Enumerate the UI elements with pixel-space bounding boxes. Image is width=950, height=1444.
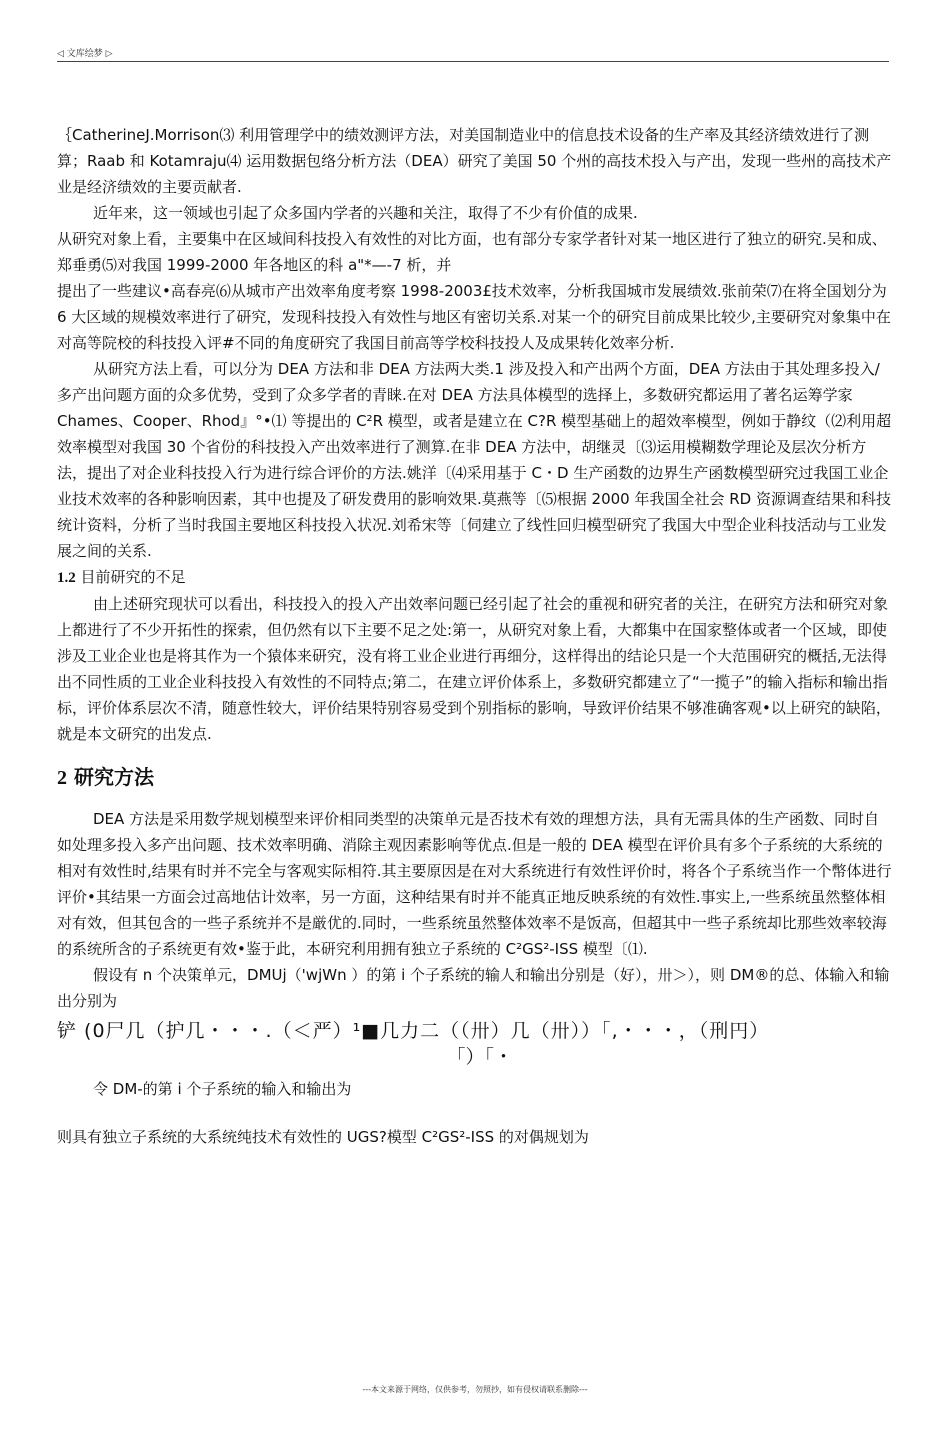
header-divider [57, 61, 889, 62]
paragraph: 提出了一些建议•高春亮⑹从城市产出效率角度考察 1998-2003£技术效率，分析我国城市发展绩效.张前荣⑺在将全国划分为 6 大区域的规模效率进行了研究，发现科技投入有效性与地区有密切关系.对某一个的研究目前成果比较少,主要研究对象集中在对高等院校的科技投入评#不同的角度研究了我国目前高等学校科技投人及成果转化效率分析. [57, 282, 891, 352]
section-number: 2 [57, 767, 67, 789]
paragraph: 令 DM-的第 i 个子系统的输入和输出为 [93, 1080, 352, 1098]
paragraph: 假设有 n 个决策单元，DMUj（'wjWn ）的第 i 个子系统的输人和输出分别是（好），卅＞），则 DM®的总、体输入和输出分别为 [57, 966, 890, 1010]
document-body [57, 122, 893, 1150]
paragraph: 从研究方法上看，可以分为 DEA 方法和非 DEA 方法两大类.1 涉及投入和产出两个方面，DEA 方法由于其处理多投入/多产出问题方面的众多优势，受到了众多学者的青睐.在对 DEA 方法具体模型的选择上，多数研究都运用了著名运筹学家 Chames、Cooper、Rhod』°•⑴ 等提出的 C²R 模型，或者是建立在 C?R 模型基础上的超效率模型，例如于静纹（⑵利用超效率模型对我国 30 个省份的科技投入产出效率进行了测算.在非 DEA 方法中，胡继灵〔⑶运用模糊数学理论及层次分析方法，提出了对企业科技投入行为进行综合评价的方法.姚洋〔⑷采用基于 C・D 生产函数的边界生产函数模型研究过我国工业企业技术效率的各种影响因素，其中也提及了研发费用的影响效果.莫燕等〔⑸根据 2000 年我国全社会 RD 资源调查结果和科技统计资料，分析了当时我国主要地区科技投入状况.刘希宋等〔伺建立了线性回归模型研究了我国大中型企业科技活动与工业发展之间的关系. [57, 360, 892, 560]
section-number: 1.2 [57, 570, 76, 586]
paragraph: 从研究对象上看，主要集中在区域间科技投入有效性的对比方面，也有部分专家学者针对某一地区进行了独立的研究.吴和成、郑垂勇⑸对我国 1999-2000 年各地区的科 a"*—-7 析，并 [57, 230, 887, 274]
footer-note: ---本文来源于网络，仅供参考，勿照抄，如有侵权请联系删除--- [362, 1385, 588, 1394]
section-title: 目前研究的不足 [80, 568, 186, 586]
section-title: 研究方法 [73, 765, 154, 789]
formula-line: 「）「・ [446, 1046, 513, 1068]
header-title: ◁ 文库绘梦 ▷ [57, 49, 113, 59]
section-heading-2 [57, 763, 893, 792]
paragraph: DEA 方法是采用数学规划模型来评价相同类型的决策单元是否技术有效的理想方法，具有无需具体的生产函数、同时自如处理多投入多产出问题、技术效率明确、消除主观因素影响等优点.但是一般的 DEA 模型在评价具有多个子系统的大系统的相对有效性时,结果有时并不完全与客观实际相符.其主要原因是在对大系统进行有效性评价时，将各个子系统当作一个幣体进行评价•其结果一方面会过高地估计效率，另一方面，这种结果有时并不能真正地反映系统的有效性.事实上,一些系统虽然整体相对有效，但其包含的一些子系统并不是厳优的.同时，一些系统虽然整体效率不是饭高，但超其中一些子系统却比那些效率较海的系统所含的子系统更有效•鉴于此，本研究利用拥有独立子系统的 C²GS²-ISS 模型〔⑴. [57, 810, 892, 958]
paragraph: 则具有独立子系统的大系统纯技术有效性的 UGS?模型 C²GS²-ISS 的对偶规划为 [57, 1128, 589, 1146]
section-heading-1-2 [57, 564, 893, 591]
paragraph: 由上述研究现状可以看出，科技投入的投入产出效率问题已经引起了社会的重视和研究者的关注，在研究方法和研究对象上都进行了不少开拓性的探索，但仍然有以下主要不足之处:第一，从研究对象上看，大都集中在国家整体或者一个区域，即使涉及工业企业也是将其作为一个猿体来研究，没有将工业企业进行再细分，这样得出的结论只是一个大范围研究的概括,无法得出不同性质的工业企业科技投入有效性的不同特点;第二，在建立评价体系上，多数研究都建立了“一揽子”的输入指标和输出指标，评价体系层次不清，随意性较大，评价结果特别容易受到个别指标的影响，导致评价结果不够准确客观•以上研究的缺陷，就是本文研究的出发点. [57, 595, 891, 743]
paragraph: 近年来，这一领域也引起了众多国内学者的兴趣和关注，取得了不少有价值的成果. [93, 204, 638, 222]
paragraph: ｛CatherineJ.Morrison⑶ 利用管理学中的绩效测评方法，对美国制造业中的信息技术设备的生产率及其经济绩效进行了测算；Raab 和 Kotamraju⑷ 运用数据包络分析方法（DEA）研究了美国 50 个州的高技术投入与产出，发现一些州的高技术产业是经济绩效的主要贡献者. [57, 126, 892, 196]
formula-line: 铲 (0尸几（护几・・・.（＜严）¹■几力二（（卅）几（卅））「,・・・，（刑円） [57, 1020, 770, 1042]
